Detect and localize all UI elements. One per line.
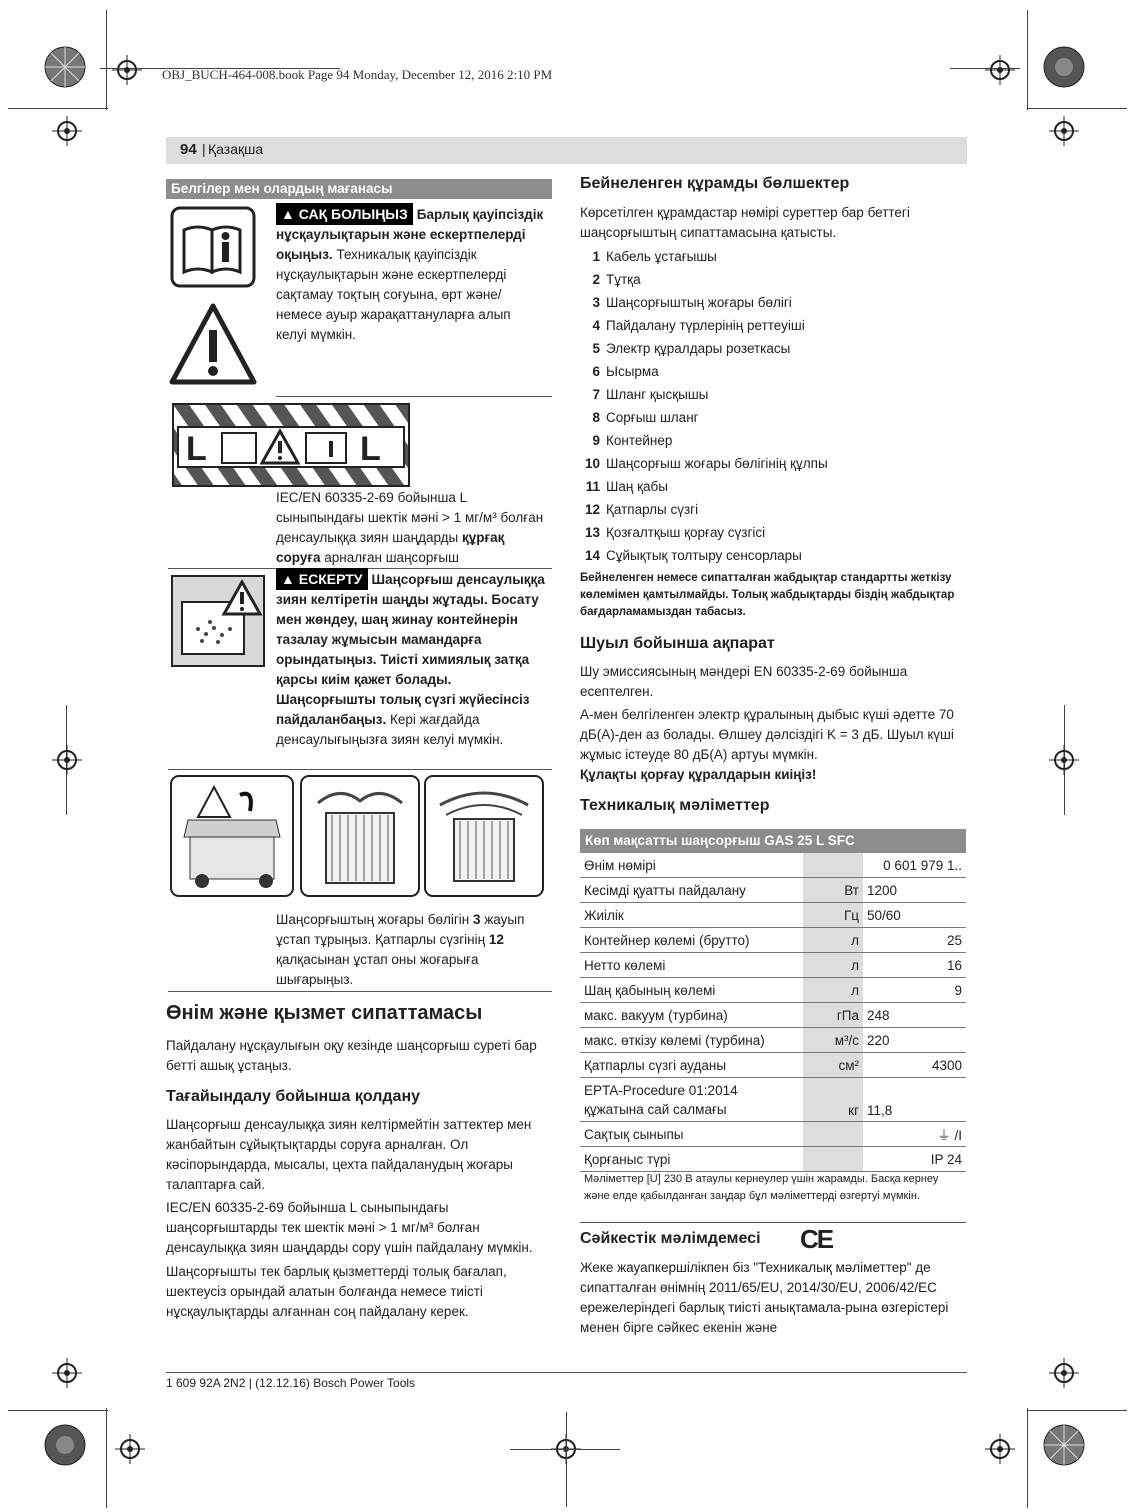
crosshair-icon — [52, 116, 82, 146]
header-language: Қазақша — [208, 141, 264, 157]
components-intro: Көрсетілген құрамдастар нөмірі суреттер бар беттегі шаңсорғыштың сипаттамасына қатысты. — [580, 205, 910, 240]
crop-mark — [510, 1449, 620, 1450]
spec-table-header: Көп мақсатты шаңсорғыш GAS 25 L SFC — [580, 829, 966, 853]
warning-triangle-icon — [168, 300, 258, 388]
page-number: 94 — [180, 141, 197, 158]
ce-mark-icon: CE — [800, 1224, 833, 1254]
table-row: Кесімді қуатты пайдалану Вт 1200 — [580, 878, 966, 903]
crop-mark — [8, 108, 108, 109]
warning-block-alert — [276, 568, 548, 750]
iec-class-description: IEC/EN 60335-2-69 бойынша L сыныпындағы шектік мәні > 1 мг/м³ болған денсаулыққа зиян шаңдарды құрғақ соруға арналған шаңсорғыш — [276, 490, 544, 565]
table-row: Қорғаныс түрі IP 24 — [580, 1147, 966, 1172]
crosshair-icon — [52, 1358, 82, 1388]
harmful-dust-icon — [170, 574, 266, 668]
conformity-text: Жеке жауапкершілікпен біз "Техникалық мәліметтер" де сипатталған өнімнің 2011/65/EU, 2014/30/EU, 2006/42/EC ережелеріндегі барлық тиісті анықтамала-рына өзгерістері менен бірге сәйкес екенін және — [580, 1260, 949, 1335]
registration-target-icon — [40, 1420, 90, 1470]
list-item: 7 Шланг қысқышы — [592, 387, 709, 402]
divider — [276, 396, 552, 397]
alert-text: Кері жағдайда денсаулығыңызға зиян келуі мүмкін. — [276, 712, 504, 747]
crosshair-icon — [115, 1434, 145, 1464]
product-section-title: Өнім және қызмет сипаттамасы — [166, 1002, 483, 1024]
symbols-section-bar: Белгілер мен олардың мағанасы — [166, 179, 552, 199]
crop-mark — [1027, 1408, 1028, 1508]
table-row: Нетто көлемі л 16 — [580, 953, 966, 978]
table-row: Жиілік Гц 50/60 — [580, 903, 966, 928]
list-item: 10 Шаңсорғыш жоғары бөлігінің құлпы — [584, 456, 828, 471]
noise-paragraph-1: Шу эмиссиясының мәндері EN 60335-2-69 бойынша есептелген. — [580, 664, 908, 699]
table-row: Шаң қабының көлемі л 9 — [580, 978, 966, 1003]
spec-table-note: Мәліметтер [U] 230 В атаулы кернеулер үшін жарамды. Басқа кернеу және елде қабылданған заңдар бұл мәліметтерді өзгертуі мүмкін. — [584, 1173, 939, 1202]
caution-text: Техникалық қауіпсіздік нұсқаулықтарын және ескертпелерді сақтамау тоқтың соғуына, өрт және/немесе ауыр жарақаттануларға алып келуі мүмкін. — [276, 247, 511, 342]
crop-mark — [1027, 108, 1127, 109]
components-title: Бейнеленген құрамды бөлшектер — [580, 175, 850, 192]
divider — [168, 991, 552, 992]
alert-badge: ▲ ЕСКЕРТУ — [276, 568, 368, 590]
crop-mark — [566, 1412, 567, 1507]
table-row: Өнім нөмірі 0 601 979 1.. — [580, 853, 966, 878]
footer-rule — [166, 1372, 967, 1373]
list-item: 11 Шаң қабы — [585, 479, 668, 494]
spec-table — [580, 853, 966, 1172]
usage-paragraph-2: IEC/EN 60335-2-69 бойынша L сыныпындағы шаңсорғыштарды тек шектік мәні > 1 мг/м³ болған денсаулыққа зиян шаңдарды сору үшін пайдалану мүмкін. — [166, 1200, 533, 1255]
list-item: 5 Электр құралдары розеткасы — [592, 341, 791, 356]
noise-paragraph-2: А-мен белгіленген электр құралының дыбыс күші әдетте 70 дБ(А)-ден аз болады. Өлшеу дәлсіздігі K = 3 дБ. Шуыл күші жұмыс істеуде 80 дБ(А) артуы мүмкін. — [580, 707, 954, 762]
alert-bold-text: Шаңсорғыш денсаулыққа зиян келтіретін шаңды жұтады. Босату мен жөндеу, шаң жинау контейнерін тазалау жұмысын мамандарға орындатыңыз. Тиісті химиялық затқа қарсы киім қажет болады. Шаңсорғышты толық сүзгі жүйесінсіз пайдаланбаңыз. — [276, 572, 545, 727]
noise-title: Шуыл бойынша ақпарат — [580, 635, 775, 652]
pleated-filter-illustration — [300, 775, 420, 897]
registration-target-icon — [1039, 42, 1089, 92]
components-list — [580, 245, 965, 567]
table-row: макс. өткізу көлемі (турбина) м³/с 220 — [580, 1028, 966, 1053]
list-item: 3 Шаңсорғыштың жоғары бөлігі — [592, 295, 792, 310]
list-item: 1 Кабель ұстағышы — [592, 249, 717, 264]
accessories-note: Бейнеленген немесе сипатталған жабдықтар стандартты жеткізу көлемімен қамтылмайды. Толық жабдықтарды біздің жабдықтар бағдарламамыздан табасыз. — [580, 572, 955, 618]
crop-mark — [106, 10, 107, 110]
footer-text: 1 609 92A 2N2 | (12.12.16) Bosch Power Tools — [166, 1376, 416, 1390]
filter-removal-illustration — [424, 775, 544, 897]
crosshair-icon — [52, 745, 82, 775]
list-item: 8 Сорғыш шланг — [592, 410, 699, 425]
crosshair-icon — [985, 1434, 1015, 1464]
class-letter-left: L — [186, 430, 207, 468]
crosshair-icon — [1049, 116, 1079, 146]
list-item: 2 Тұтқа — [592, 272, 641, 287]
list-item: 9 Контейнер — [592, 433, 673, 448]
usage-section-title: Тағайындалу бойынша қолдану — [166, 1088, 421, 1105]
table-row: Контейнер көлемі (брутто) л 25 — [580, 928, 966, 953]
divider — [580, 1222, 966, 1223]
table-row: EPTA-Procedure 01:2014 құжатына сай салмағы кг 11,8 — [580, 1078, 966, 1122]
registration-target-icon — [40, 42, 90, 92]
conformity-title: Сәйкестік мәлімдемесі — [580, 1230, 761, 1247]
usage-paragraph-1: Шаңсорғыш денсаулыққа зиян келтірмейтін заттектер мен жанбайтын сұйықтықтарды соруға арналған. Ол кәсіпорындарда, мысалы, цехта пайдаланудың жоғары талаптарға сай. — [166, 1117, 532, 1192]
list-item: 4 Пайдалану түрлерінің реттеуіші — [592, 318, 805, 333]
caution-badge: ▲ САҚ БОЛЫҢЫЗ — [276, 203, 413, 225]
crop-mark — [8, 1410, 108, 1411]
warning-block-caution — [276, 203, 544, 345]
product-section-text: Пайдалану нұсқаулығын оқу кезінде шаңсорғыш суреті бар бетті ашық ұстаңыз. — [166, 1038, 537, 1073]
vacuum-top-illustration — [170, 775, 294, 897]
class-letter-right: L — [360, 430, 381, 468]
class-l-label-icon — [172, 403, 410, 487]
crop-mark — [106, 1408, 107, 1508]
table-row: Қатпарлы сүзгі ауданы см² 4300 — [580, 1053, 966, 1078]
list-item: 14 Сұйықтық толтыру сенсорлары — [584, 548, 802, 563]
list-item: 13 Қозғалтқыш қорғау сүзгісі — [584, 525, 766, 540]
list-item: 12 Қатпарлы сүзгі — [584, 502, 699, 517]
crosshair-icon — [112, 55, 142, 85]
crop-mark — [1027, 10, 1028, 110]
page-header — [166, 137, 967, 164]
crosshair-icon — [1049, 745, 1079, 775]
list-item: 6 Ысырма — [592, 364, 659, 379]
crosshair-icon — [1049, 1358, 1079, 1388]
filter-instruction: Шаңсорғыштың жоғары бөлігін 3 жауып ұстап тұрыңыз. Қатпарлы сүзгінің 12 қалқасынан ұстап оны жоғарыға шығарыңыз. — [276, 912, 525, 987]
tech-data-title: Техникалық мәліметтер — [580, 797, 770, 814]
read-manual-icon — [170, 206, 256, 288]
noise-ear-protection: Құлақты қорғау құралдарын киіңіз! — [580, 767, 817, 782]
book-info-line: OBJ_BUCH-464-008.book Page 94 Monday, December 12, 2016 2:10 PM — [162, 67, 553, 82]
usage-paragraph-3: Шаңсорғышты тек барлық қызметтерді толық бағалап, шектеусіз орындай алатын болғанда немесе тиісті нұсқаулықтарды алғаннан соң пайдалану керек. — [166, 1264, 507, 1319]
table-row: макс. вакуум (турбина) гПа 248 — [580, 1003, 966, 1028]
crop-mark — [1027, 1410, 1127, 1411]
divider — [168, 769, 552, 770]
registration-target-icon — [1039, 1420, 1089, 1470]
crosshair-icon — [985, 55, 1015, 85]
caution-bold-text: Барлық қауіпсіздік нұсқаулықтарын және ескертпелерді оқыңыз. — [276, 207, 544, 262]
header-separator: | — [202, 141, 206, 157]
table-row: Сақтық сыныпы ⏚ /I — [580, 1122, 966, 1147]
